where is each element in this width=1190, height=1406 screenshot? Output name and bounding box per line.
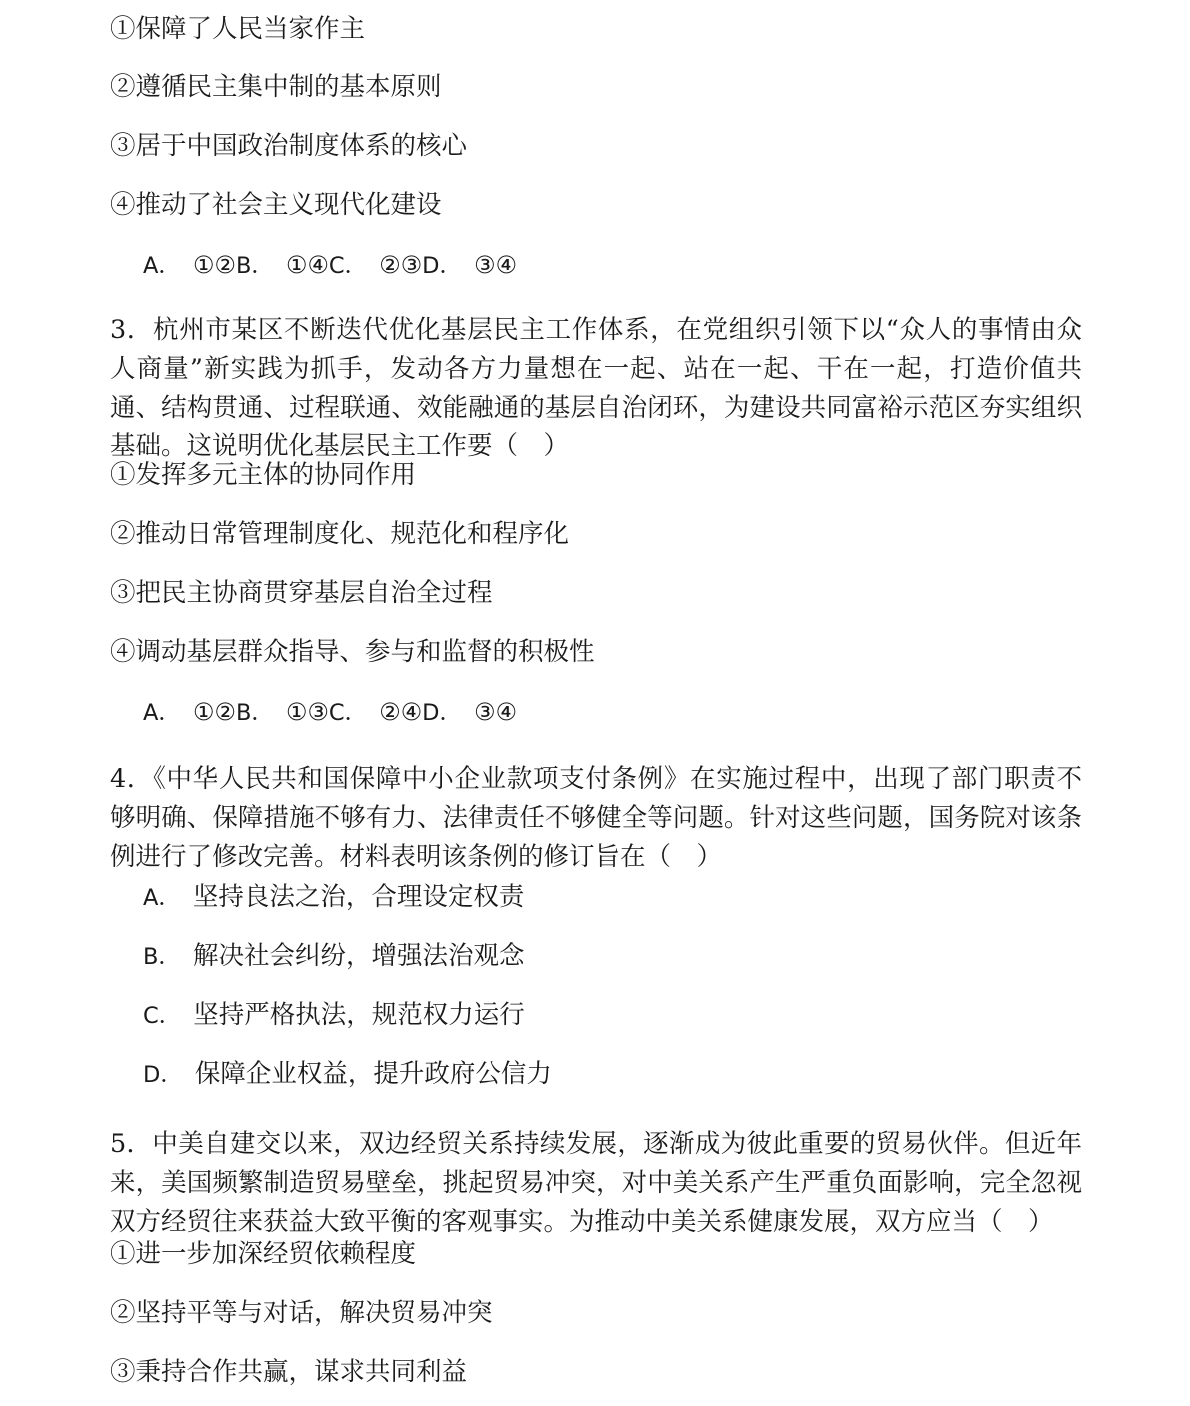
q4-option-c[interactable] <box>110 1000 1082 1030</box>
q4-option-d-letter: D． <box>143 1062 183 1088</box>
q4-option-b-text: 解决社会纠纷，增强法治观念 <box>192 941 525 971</box>
question-3-stem: 3．杭州市某区不断迭代优化基层民主工作体系，在党组织引领下以“众人的事情由众人商量”新实践为抓手，发动各方力量想在一起、站在一起、干在一起，打造价值共通、结构贯通、过程联通、效能融通的基层自治闭环，为建设共同富裕示范区夯实组织基础。这说明优化基层民主工作要（ ） <box>110 315 1082 462</box>
q2-option-a-value[interactable]: ①② <box>192 251 236 279</box>
q2-option-d-value[interactable]: ③④ <box>473 251 518 279</box>
q4-option-c-letter: C． <box>143 1003 182 1029</box>
q5-statement-1: ①进一步加深经贸依赖程度 <box>110 1239 417 1269</box>
q3-statement-3: ③把民主协商贯穿基层自治全过程 <box>110 578 493 608</box>
q4-option-a-text: 坚持良法之治，合理设定权责 <box>192 882 525 912</box>
q4-option-b-letter: B． <box>143 944 181 970</box>
q2-options-row <box>110 253 1082 279</box>
q4-option-a-letter: A． <box>143 885 181 911</box>
q2-statement-2: ②遵循民主集中制的基本原则 <box>110 72 442 102</box>
q3-option-b-value[interactable]: ①③ <box>285 698 329 726</box>
q3-option-d-letter[interactable]: D． <box>422 700 462 726</box>
q4-option-b[interactable] <box>110 941 1082 971</box>
q3-option-d-value[interactable]: ③④ <box>473 698 518 726</box>
q3-option-b-letter[interactable]: B． <box>235 700 274 726</box>
q3-statement-2: ②推动日常管理制度化、规范化和程序化 <box>110 519 570 549</box>
question-5-stem: 5．中美自建交以来，双边经贸关系持续发展，逐渐成为彼此重要的贸易伙伴。但近年来，美国频繁制造贸易壁垒，挑起贸易冲突，对中美关系产生严重负面影响，完全忽视双方经贸往来获益大致平衡的客观事实。为推动中美关系健康发展，双方应当（ ） <box>110 1129 1082 1237</box>
q4-option-a[interactable] <box>110 882 1082 912</box>
q2-option-a-letter[interactable]: A． <box>143 253 181 279</box>
q2-statement-1: ①保障了人民当家作主 <box>110 14 366 44</box>
q3-options-row <box>110 700 1082 726</box>
question-4-stem: 4．《中华人民共和国保障中小企业款项支付条例》在实施过程中，出现了部门职责不够明确、保障措施不够有力、法律责任不够健全等问题。针对这些问题，国务院对该条例进行了修改完善。材料表明该条例的修订旨在（ ） <box>110 764 1082 872</box>
q3-statement-1: ①发挥多元主体的协同作用 <box>110 460 417 490</box>
q3-option-c-value[interactable]: ②④ <box>379 698 423 726</box>
q4-option-d-text: 保障企业权益，提升政府公信力 <box>194 1059 552 1089</box>
q2-option-c-value[interactable]: ②③ <box>379 251 423 279</box>
q4-option-c-text: 坚持严格执法，规范权力运行 <box>193 1000 525 1030</box>
q5-statement-3: ③秉持合作共赢，谋求共同利益 <box>110 1357 468 1387</box>
q4-option-d[interactable] <box>110 1059 1082 1089</box>
q2-option-c-letter[interactable]: C． <box>328 253 368 279</box>
q2-statement-4: ④推动了社会主义现代化建设 <box>110 190 442 220</box>
q2-option-b-value[interactable]: ①④ <box>285 251 329 279</box>
q3-option-a-value[interactable]: ①② <box>192 698 236 726</box>
q2-statement-3: ③居于中国政治制度体系的核心 <box>110 131 468 161</box>
q3-statement-4: ④调动基层群众指导、参与和监督的积极性 <box>110 637 595 667</box>
q2-option-b-letter[interactable]: B． <box>235 253 274 279</box>
q3-option-a-letter[interactable]: A． <box>143 700 181 726</box>
q5-statement-2: ②坚持平等与对话，解决贸易冲突 <box>110 1298 493 1328</box>
q2-option-d-letter[interactable]: D． <box>422 253 462 279</box>
q3-option-c-letter[interactable]: C． <box>328 700 368 726</box>
